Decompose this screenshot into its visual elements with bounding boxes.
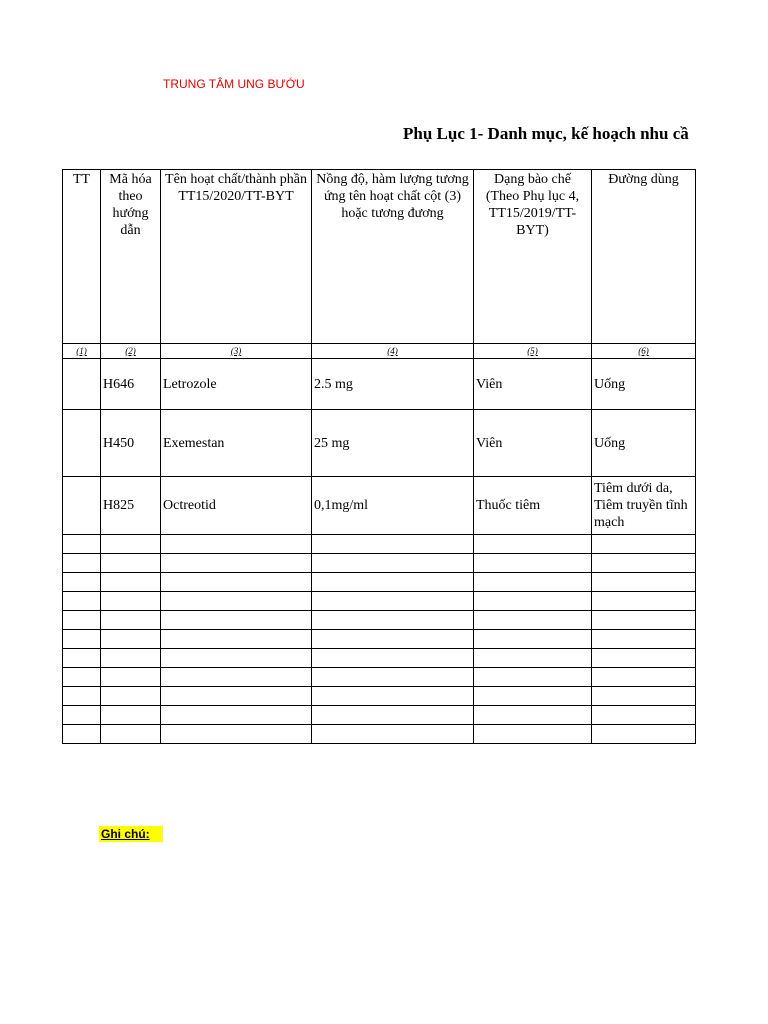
empty-cell — [312, 668, 474, 687]
empty-cell — [312, 687, 474, 706]
cell-name: Exemestan — [161, 410, 312, 477]
empty-cell — [161, 668, 312, 687]
header-strength: Nồng độ, hàm lượng tương ứng tên hoạt chất cột (3) hoặc tương đương — [312, 170, 474, 344]
empty-cell — [474, 592, 592, 611]
empty-row — [63, 649, 696, 668]
empty-cell — [63, 535, 101, 554]
empty-cell — [592, 554, 696, 573]
empty-cell — [101, 611, 161, 630]
empty-cell — [592, 706, 696, 725]
empty-cell — [592, 573, 696, 592]
cell-strength: 25 mg — [312, 410, 474, 477]
empty-cell — [312, 649, 474, 668]
empty-row — [63, 725, 696, 744]
document-title: Phụ Lục 1- Danh mục, kế hoạch nhu cầ — [403, 124, 689, 143]
empty-cell — [312, 554, 474, 573]
cell-form: Thuốc tiêm — [474, 477, 592, 535]
cell-code: H825 — [101, 477, 161, 535]
empty-cell — [592, 592, 696, 611]
empty-cell — [63, 649, 101, 668]
empty-cell — [161, 725, 312, 744]
empty-cell — [592, 649, 696, 668]
cell-form: Viên — [474, 410, 592, 477]
table-header-row — [63, 170, 696, 344]
cell-code: H646 — [101, 359, 161, 410]
column-number: (5) — [474, 344, 592, 359]
empty-cell — [161, 611, 312, 630]
empty-cell — [101, 725, 161, 744]
empty-cell — [63, 592, 101, 611]
cell-form: Viên — [474, 359, 592, 410]
header-tt: TT — [63, 170, 101, 344]
empty-cell — [474, 535, 592, 554]
column-number: (4) — [312, 344, 474, 359]
cell-route: Uống — [592, 359, 696, 410]
empty-cell — [101, 706, 161, 725]
empty-cell — [63, 573, 101, 592]
empty-cell — [63, 668, 101, 687]
empty-cell — [63, 687, 101, 706]
cell-name: Letrozole — [161, 359, 312, 410]
empty-row — [63, 554, 696, 573]
cell-tt — [63, 477, 101, 535]
empty-cell — [312, 630, 474, 649]
header-code: Mã hóa theo hướng dẫn — [101, 170, 161, 344]
empty-row — [63, 535, 696, 554]
empty-cell — [312, 573, 474, 592]
column-number: (3) — [161, 344, 312, 359]
empty-cell — [474, 554, 592, 573]
empty-cell — [161, 649, 312, 668]
empty-row — [63, 630, 696, 649]
empty-cell — [474, 611, 592, 630]
empty-row — [63, 706, 696, 725]
empty-cell — [592, 535, 696, 554]
empty-cell — [101, 687, 161, 706]
column-number: (2) — [101, 344, 161, 359]
empty-cell — [161, 535, 312, 554]
column-number-row — [63, 344, 696, 359]
empty-cell — [312, 611, 474, 630]
empty-cell — [474, 687, 592, 706]
empty-cell — [474, 706, 592, 725]
empty-cell — [161, 554, 312, 573]
cell-strength: 0,1mg/ml — [312, 477, 474, 535]
empty-cell — [101, 630, 161, 649]
cell-name: Octreotid — [161, 477, 312, 535]
empty-cell — [161, 592, 312, 611]
table-row — [63, 410, 696, 477]
note-label: Ghi chú: — [99, 826, 163, 842]
empty-cell — [63, 725, 101, 744]
empty-row — [63, 611, 696, 630]
header-route: Đường dùng — [592, 170, 696, 344]
empty-cell — [592, 668, 696, 687]
empty-row — [63, 668, 696, 687]
cell-code: H450 — [101, 410, 161, 477]
column-number: (1) — [63, 344, 101, 359]
empty-cell — [474, 649, 592, 668]
cell-strength: 2.5 mg — [312, 359, 474, 410]
cell-route: Uống — [592, 410, 696, 477]
empty-cell — [63, 554, 101, 573]
empty-cell — [161, 630, 312, 649]
empty-cell — [592, 611, 696, 630]
empty-row — [63, 687, 696, 706]
empty-cell — [312, 706, 474, 725]
empty-cell — [474, 725, 592, 744]
empty-row — [63, 573, 696, 592]
header-form: Dạng bào chế (Theo Phụ lục 4, TT15/2019/TT-BYT) — [474, 170, 592, 344]
empty-cell — [161, 706, 312, 725]
empty-cell — [592, 725, 696, 744]
cell-route: Tiêm dưới da, Tiêm truyền tĩnh mạch — [592, 477, 696, 535]
empty-row — [63, 592, 696, 611]
header-name: Tên hoạt chất/thành phần TT15/2020/TT-BYT — [161, 170, 312, 344]
cell-tt — [63, 359, 101, 410]
empty-cell — [101, 668, 161, 687]
empty-cell — [312, 592, 474, 611]
empty-cell — [161, 687, 312, 706]
empty-cell — [312, 535, 474, 554]
empty-cell — [63, 611, 101, 630]
column-number: (6) — [592, 344, 696, 359]
empty-cell — [474, 630, 592, 649]
empty-cell — [101, 554, 161, 573]
empty-cell — [101, 573, 161, 592]
organization-name: TRUNG TÂM UNG BƯỚU — [163, 77, 305, 91]
drug-list-table — [62, 169, 696, 744]
empty-cell — [63, 706, 101, 725]
empty-cell — [63, 630, 101, 649]
empty-cell — [474, 573, 592, 592]
empty-cell — [592, 687, 696, 706]
table-row — [63, 477, 696, 535]
empty-cell — [101, 592, 161, 611]
empty-cell — [101, 649, 161, 668]
empty-cell — [161, 573, 312, 592]
empty-cell — [101, 535, 161, 554]
empty-cell — [592, 630, 696, 649]
empty-cell — [474, 668, 592, 687]
empty-cell — [312, 725, 474, 744]
cell-tt — [63, 410, 101, 477]
table-row — [63, 359, 696, 410]
